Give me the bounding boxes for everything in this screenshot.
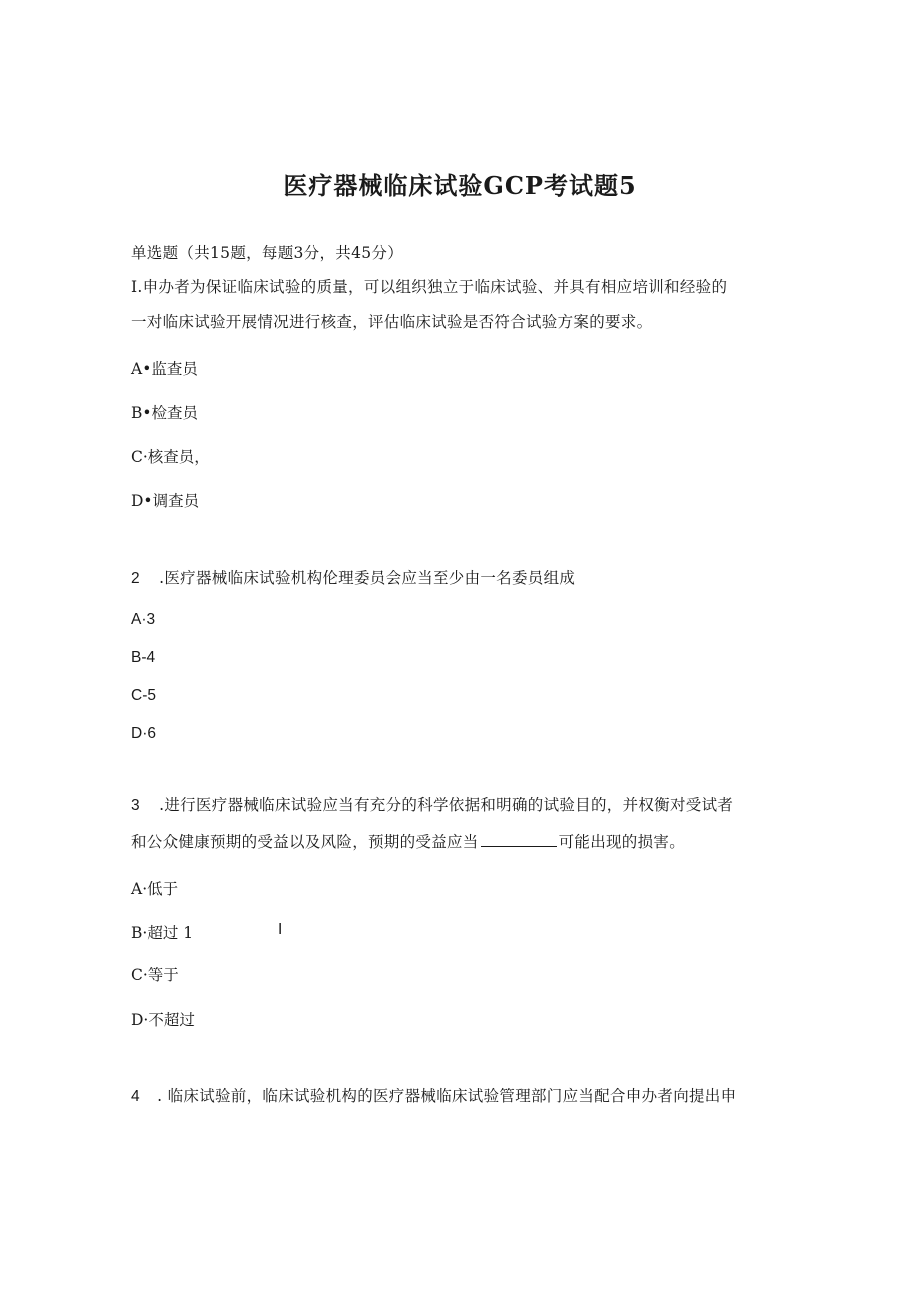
question-3-line-2 [131,830,685,852]
question-1-option-b[interactable]: B•检查员 [131,404,199,422]
question-4-number: 4 [131,1088,140,1105]
question-2-text [131,566,575,588]
question-3-option-b[interactable]: B·超过 1 [131,924,194,942]
question-2-option-c[interactable]: C-5 [131,687,156,704]
question-1-option-c[interactable]: C·核查员， [131,448,210,466]
question-3-option-c[interactable]: C·等于 [131,966,179,984]
question-3-text [131,793,733,815]
stray-mark: I [278,921,283,938]
question-4-line-1: . 临床试验前，临床试验机构的医疗器械临床试验管理部门应当配合申办者向提出申 [157,1087,737,1105]
answer-blank [481,845,557,847]
question-3-line-2-before: 和公众健康预期的受益以及风险，预期的受益应当 [131,833,479,851]
question-1-line-1: I.申办者为保证临床试验的质量，可以组织独立于临床试验、并具有相应培训和经验的 [131,278,728,296]
question-3-line-1: .进行医疗器械临床试验应当有充分的科学依据和明确的试验目的，并权衡对受试者 [159,796,734,814]
question-3-option-d[interactable]: D·不超过 [131,1011,195,1029]
question-2-option-b[interactable]: B-4 [131,649,156,666]
page-title: 医疗器械临床试验GCP考试题5 [283,171,637,200]
question-3-option-a[interactable]: A·低于 [131,880,179,898]
question-3-line-2-after: 可能出现的损害。 [558,833,686,851]
question-3-number: 3 [131,797,140,814]
section-header: 单选题（共15题，每题3分，共45分） [131,244,404,262]
question-1-option-a[interactable]: A•监查员 [131,360,198,378]
question-4-text [131,1084,736,1106]
question-2-option-d[interactable]: D·6 [131,725,156,742]
question-1-option-d[interactable]: D•调查员 [131,492,200,510]
question-2-number: 2 [131,570,140,587]
question-2-line-1: .医疗器械临床试验机构伦理委员会应当至少由一名委员组成 [159,569,576,587]
question-1-line-2: 一对临床试验开展情况进行核查，评估临床试验是否符合试验方案的要求。 [131,313,653,331]
question-2-option-a[interactable]: A·3 [131,611,156,628]
